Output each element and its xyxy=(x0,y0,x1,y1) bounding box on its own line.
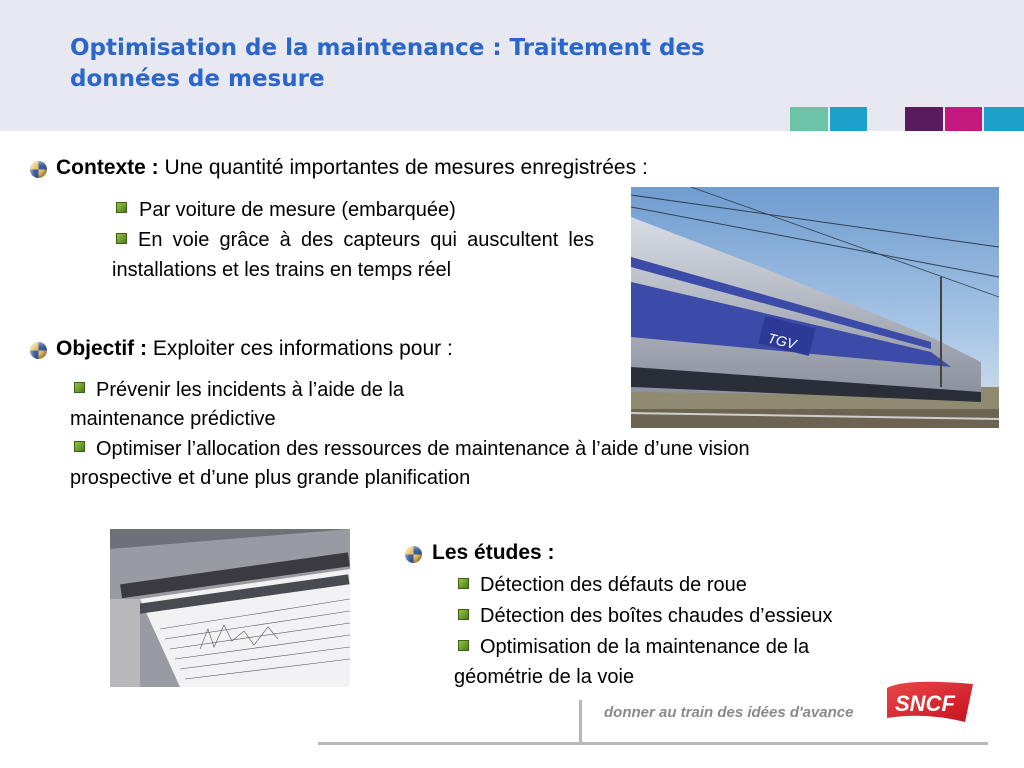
objectif-heading: Objectif : Exploiter ces informations pour : xyxy=(56,337,453,360)
chart-recorder-photo xyxy=(110,529,350,687)
slide-header xyxy=(0,0,1024,131)
decor-square-4 xyxy=(945,107,982,131)
footer-divider-tick xyxy=(579,700,582,744)
tgv-train-illustration xyxy=(631,187,999,428)
footer-divider-line xyxy=(318,742,988,745)
decor-square-5 xyxy=(984,107,1024,131)
objectif-item-2-line1: Optimiser l’allocation des ressources de maintenance à l’aide d’une vision xyxy=(96,438,750,460)
contexte-item-1: Par voiture de mesure (embarquée) xyxy=(139,199,456,221)
etudes-item-3-line2: géométrie de la voie xyxy=(454,666,635,688)
contexte-item-2: En voie grâce à des capteurs qui auscultent les installations et les trains en temps réel xyxy=(112,229,594,281)
decor-square-3 xyxy=(905,107,943,131)
objectif-item-1-line2: maintenance prédictive xyxy=(70,408,276,430)
etudes-item-1: Détection des défauts de roue xyxy=(480,574,747,596)
etudes-item-2: Détection des boîtes chaudes d’essieux xyxy=(480,605,833,627)
square-bullet-icon xyxy=(458,578,469,589)
square-bullet-icon xyxy=(458,640,469,651)
sphere-bullet-icon xyxy=(405,546,422,563)
square-bullet-icon xyxy=(74,441,85,452)
square-bullet-icon xyxy=(116,202,127,213)
tgv-train-photo xyxy=(631,187,999,428)
footer-slogan: donner au train des idées d'avance xyxy=(604,704,854,721)
etudes-item-3-line1: Optimisation de la maintenance de la xyxy=(480,636,810,658)
chart-recorder-illustration xyxy=(110,529,350,687)
tgv-logo-text: TGV xyxy=(766,329,798,353)
decor-square-2 xyxy=(830,107,867,131)
contexte-heading: Contexte : Une quantité importantes de mesures enregistrées : xyxy=(56,156,648,179)
objectif-item-1-line1: Prévenir les incidents à l’aide de la xyxy=(96,379,404,401)
sncf-logo-text: SNCF xyxy=(895,691,955,716)
etudes-heading: Les études : xyxy=(432,541,555,564)
sncf-logo xyxy=(885,678,975,724)
square-bullet-icon xyxy=(74,382,85,393)
sphere-bullet-icon xyxy=(30,161,47,178)
square-bullet-icon xyxy=(458,609,469,620)
sphere-bullet-icon xyxy=(30,342,47,359)
decor-square-1 xyxy=(790,107,828,131)
objectif-item-2-line2: prospective et d’une plus grande planification xyxy=(70,467,471,489)
slide-title: Optimisation de la maintenance : Traitement des données de mesure xyxy=(70,35,705,92)
